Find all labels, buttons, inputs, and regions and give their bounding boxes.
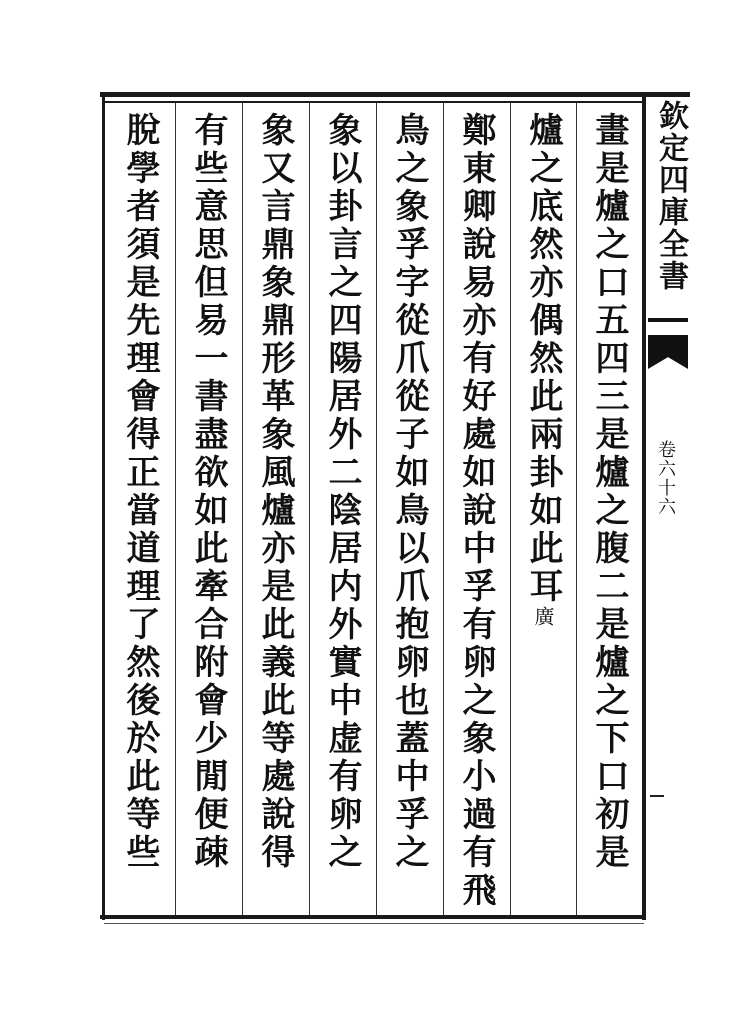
margin-volume-label: 卷六十六: [655, 440, 676, 516]
column-separator: [309, 103, 310, 915]
column-separator: [242, 103, 243, 915]
frame-right-rule: [642, 96, 646, 920]
fishtail-mark-bar: [648, 318, 688, 322]
text-column-4: 鳥之象孚字從爪從子如鳥以爪抱卵也蓋中孚之: [389, 112, 429, 872]
text-column-7: 有些意思但易一書盡欲如此牽合附會少閒便疎: [188, 112, 228, 872]
margin-tick: [650, 795, 664, 797]
column-separator: [510, 103, 511, 915]
frame-bottom-rule: [100, 915, 645, 919]
margin-book-title: 欽定四庫全書: [653, 100, 688, 292]
text-column-3: 鄭東卿說易亦有好處如說中孚有卵之象小過有飛: [456, 112, 496, 910]
text-column-5: 象以卦言之四陽居外二陰居内外實中虚有卵之: [322, 112, 362, 872]
text-column-8: 脫學者須是先理會得正當道理了然後於此等些: [120, 112, 160, 872]
text-column-1: 畫是爐之口五四三是爐之腹二是爐之下口初是: [589, 112, 629, 872]
frame-top-inner-rule: [104, 101, 644, 103]
annotation-note: 廣: [531, 606, 555, 626]
text-column-2: 爐之底然亦偶然此兩卦如此耳廣: [523, 112, 563, 626]
frame-bottom-inner-rule: [104, 923, 644, 924]
column-separator: [376, 103, 377, 915]
column-separator: [576, 103, 577, 915]
column-separator: [175, 103, 176, 915]
fishtail-mark-icon: [648, 335, 688, 369]
text-column-6: 象又言鼎象鼎形革象風爐亦是此義此等處說得: [255, 112, 295, 872]
frame-left-rule: [102, 96, 105, 920]
column-separator: [443, 103, 444, 915]
frame-top-rule: [100, 92, 690, 97]
